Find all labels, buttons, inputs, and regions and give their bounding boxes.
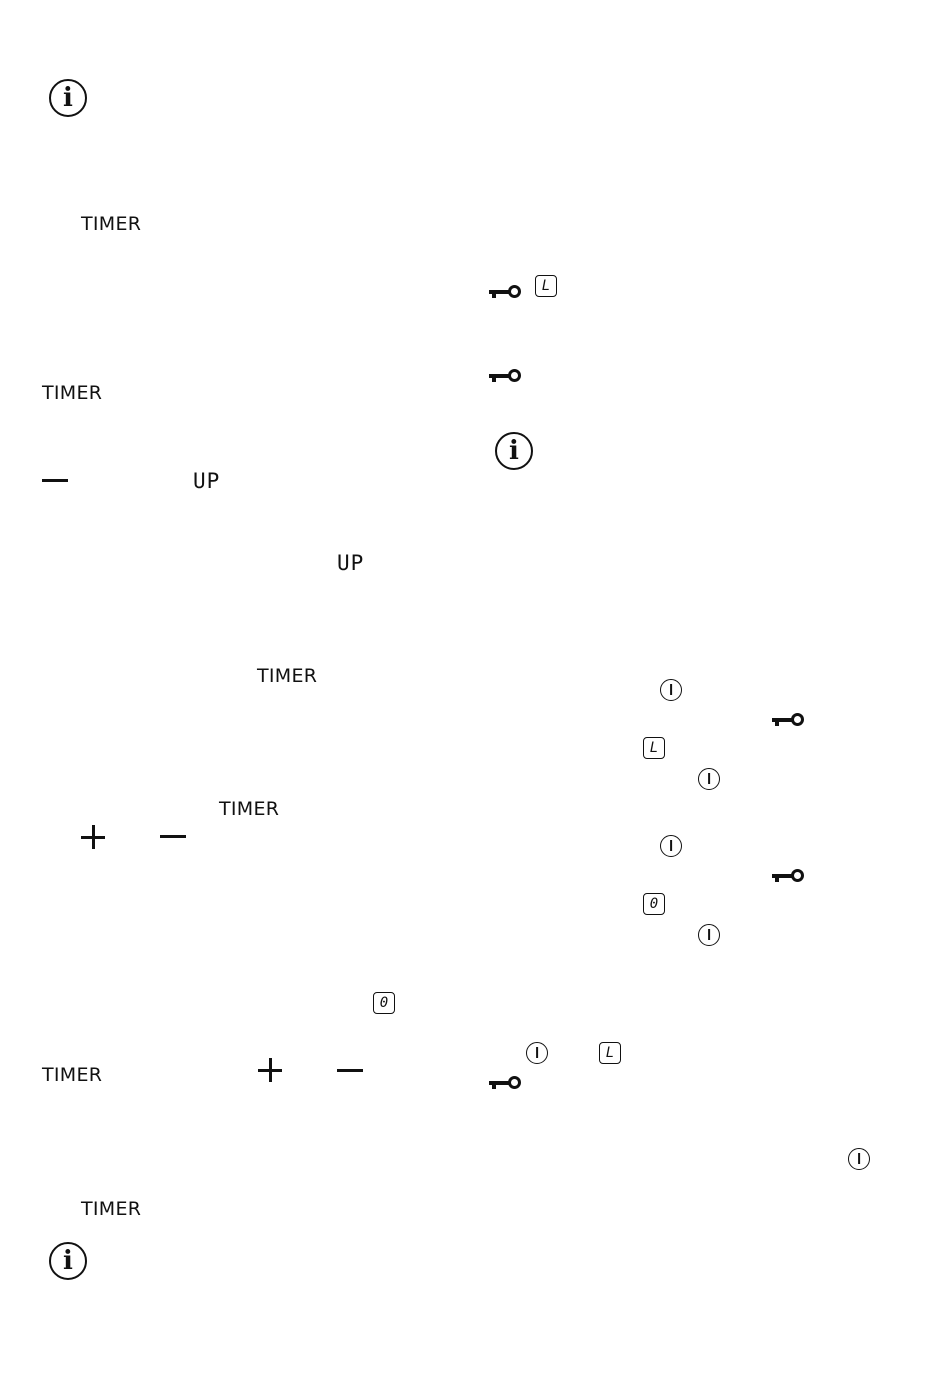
power-icon <box>660 679 682 701</box>
key-lock-icon <box>489 1076 521 1090</box>
key-lock-icon <box>772 713 804 727</box>
display-lock-icon: L <box>535 275 557 297</box>
info-icon: i <box>495 432 533 470</box>
timer-label: TIMER <box>42 1064 103 1086</box>
timer-label: TIMER <box>219 798 280 820</box>
timer-label: TIMER <box>42 382 103 404</box>
display-lock-icon: L <box>643 737 665 759</box>
power-icon <box>660 835 682 857</box>
timer-label: TIMER <box>81 1198 142 1220</box>
minus-icon <box>160 835 186 838</box>
timer-label: TIMER <box>81 213 142 235</box>
display-lock-icon: L <box>599 1042 621 1064</box>
key-lock-icon <box>772 869 804 883</box>
key-lock-icon <box>489 285 521 299</box>
timer-label: TIMER <box>257 665 318 687</box>
plus-icon <box>258 1058 282 1082</box>
up-display: UP <box>337 551 365 575</box>
minus-icon <box>337 1069 363 1072</box>
display-zero-icon: 0 <box>373 992 395 1014</box>
key-lock-icon <box>489 369 521 383</box>
power-icon <box>698 768 720 790</box>
power-icon <box>848 1148 870 1170</box>
power-icon <box>698 924 720 946</box>
up-display: UP <box>193 469 221 493</box>
power-icon <box>526 1042 548 1064</box>
info-icon: i <box>49 79 87 117</box>
display-zero-icon: 0 <box>643 893 665 915</box>
plus-icon <box>81 825 105 849</box>
info-icon: i <box>49 1242 87 1280</box>
minus-icon <box>42 479 68 482</box>
